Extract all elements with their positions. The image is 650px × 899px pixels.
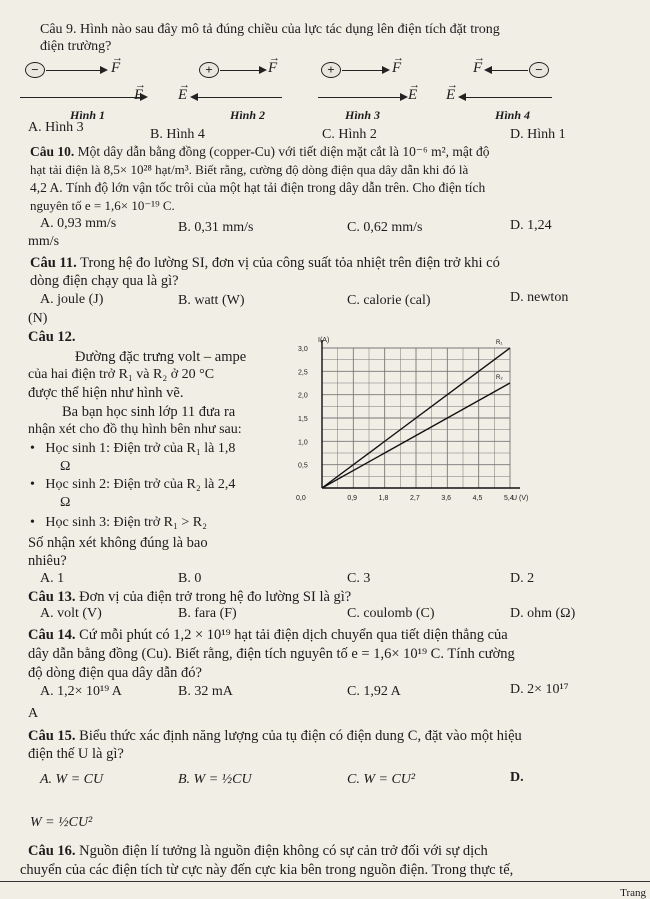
q12-hs1-unit: Ω (60, 459, 71, 474)
q12-hs3: • Học sinh 3: Điện trở R₁ > R₂ (30, 515, 207, 530)
negative-charge-icon: − (25, 62, 45, 78)
q15-option-d-formula: W = ½CU² (30, 815, 93, 830)
q15-option-b[interactable]: B. W = ½CU (178, 772, 252, 787)
negative-charge-icon: − (529, 62, 549, 78)
x-tick-label: 5,4 (504, 495, 514, 502)
vector-f-label: → F (473, 52, 485, 76)
page-footer-label: Trang (620, 887, 646, 899)
y-tick-label: 0,5 (298, 462, 308, 470)
q12-line2: của hai điện trở R₁ và R₂ ở 20 °C (28, 367, 215, 382)
q14-line2: dây dẫn bằng đồng (Cu). Biết rằng, điện tích nguyên tố e = 1,6× 10¹⁹ C. Tính cường (28, 646, 515, 662)
y-axis-label: I(A) (318, 337, 330, 344)
q12-ask2: nhiêu? (28, 553, 67, 569)
q11-option-b[interactable]: B. watt (W) (178, 293, 245, 308)
q11-option-d[interactable]: D. newton (510, 290, 569, 305)
q12-line5: nhận xét cho đồ thụ hình bên như sau: (28, 422, 242, 437)
q10-line1: Câu 10. Một dây dẫn bằng đồng (copper-Cu) với tiết diện mặt cắt là 10⁻⁶ m², mật độ (30, 144, 490, 159)
q14-option-a-unit: A (28, 706, 39, 721)
field-arrow-icon (460, 97, 552, 98)
iv-chart (296, 334, 540, 506)
q12-hs2-unit: Ω (60, 495, 71, 510)
force-arrow-icon (342, 70, 388, 71)
q15-option-c[interactable]: C. W = CU² (347, 772, 416, 787)
y-tick-label: 3,0 (298, 346, 308, 353)
q10-line2: hạt tải điện là 8,5× 10²⁸ hạt/m³. Biết rằng, cường độ dòng điện qua dây dẫn khi đó là (30, 162, 469, 177)
q11-line2: dòng điện chạy qua là gì? (30, 273, 179, 289)
series-label-1: R₁ (496, 340, 503, 346)
q12-option-c[interactable]: C. 3 (347, 571, 371, 586)
q10-option-a-unit: mm/s (28, 234, 60, 249)
q12-option-d[interactable]: D. 2 (510, 571, 535, 586)
q11-option-c[interactable]: C. calorie (cal) (347, 293, 431, 308)
q14-option-d[interactable]: D. 2× 10¹⁷ (510, 682, 569, 697)
y-tick-label: 2,0 (298, 392, 308, 400)
q15-line2: điện thế U là gì? (28, 746, 124, 762)
field-arrow-icon (20, 97, 146, 98)
y-tick-label: 1,5 (298, 416, 308, 423)
q10-line4: nguyên tố e = 1,6× 10⁻¹⁹ C. (30, 198, 175, 213)
q12-hs2: • Học sinh 2: Điện trở của R₂ là 2,4 (30, 477, 236, 492)
q13-line1: Câu 13. Đơn vị của điện trở trong hệ đo lường SI là gì? (28, 589, 352, 605)
y-tick-label: 2,5 (298, 369, 308, 377)
figure-1-label: Hình 1 (70, 108, 106, 122)
q13-option-a[interactable]: A. volt (V) (40, 606, 102, 621)
q12-ask1: Số nhận xét không đúng là bao (28, 535, 208, 551)
q10-option-d[interactable]: D. 1,24 (510, 218, 552, 233)
force-arrow-icon (486, 70, 528, 71)
page-divider (0, 881, 650, 882)
q15-option-a[interactable]: A. W = CU (40, 772, 104, 787)
q12-line3: được thể hiện như hình vẽ. (28, 385, 184, 401)
q9-option-b[interactable]: B. Hình 4 (150, 127, 205, 142)
field-arrow-icon (192, 97, 282, 98)
q12-option-a[interactable]: A. 1 (40, 571, 65, 586)
q16-line2: chuyển của các điện tích từ cực này đến cực kia bên trong nguồn điện. Trong thực tế, (20, 862, 514, 878)
field-arrow-icon (318, 97, 406, 98)
q9-option-a[interactable]: A. Hình 3 (28, 120, 84, 135)
x-tick-label: 3,6 (441, 495, 452, 502)
series-label-2: R₂ (496, 375, 503, 381)
q14-option-a[interactable]: A. 1,2× 10¹⁹ A (40, 684, 122, 699)
vector-f-label: → F (392, 52, 404, 76)
q9-option-d[interactable]: D. Hình 1 (510, 127, 566, 142)
q15-option-d[interactable]: D. (510, 770, 524, 785)
q10-option-a[interactable]: A. 0,93 mm/s (40, 216, 117, 231)
figure-3-label: Hình 3 (345, 108, 381, 122)
q13-option-c[interactable]: C. coulomb (C) (347, 606, 435, 621)
vector-e-label: → E (446, 79, 458, 103)
q14-line1: Câu 14. Cứ mỗi phút có 1,2 × 10¹⁹ hạt tải điện dịch chuyển qua tiết diện thẳng của (28, 627, 508, 643)
vector-e-label: → E (178, 79, 190, 103)
x-tick-label: 1,8 (378, 495, 389, 502)
q12-line4: Ba bạn học sinh lớp 11 đưa ra (62, 404, 236, 420)
y-tick-label: 1,0 (298, 439, 308, 447)
q13-option-b[interactable]: B. fara (F) (178, 606, 237, 621)
vector-f-label: → F (111, 52, 123, 76)
q12-title: Câu 12. (28, 329, 76, 345)
y-tick-label: 0,0 (296, 495, 306, 502)
q14-line3: độ dòng điện qua dây dẫn đó? (28, 665, 202, 681)
vector-e-label: → E (408, 79, 420, 103)
q9-line1-text: Câu 9. Hình nào sau đây mô tả đúng chiều của lực tác dụng lên điện tích đặt trong (40, 22, 500, 37)
figure-4-label: Hình 4 (495, 108, 531, 122)
positive-charge-icon: + (321, 62, 341, 78)
x-tick-label: 0,9 (347, 495, 358, 502)
q9-option-c[interactable]: C. Hình 2 (322, 127, 377, 142)
q11-option-a-unit: (N) (28, 311, 48, 326)
q13-option-d[interactable]: D. ohm (Ω) (510, 606, 576, 621)
figure-2-label: Hình 2 (230, 108, 266, 122)
positive-charge-icon: + (199, 62, 219, 78)
x-tick-label: 2,7 (410, 495, 420, 502)
q15-line1: Câu 15. Biểu thức xác định năng lượng của tụ điện có điện dung C, đặt vào một hiệu (28, 728, 522, 744)
q14-option-c[interactable]: C. 1,92 A (347, 684, 401, 699)
q11-line1: Câu 11. Trong hệ đo lường SI, đơn vị của công suất tỏa nhiệt trên điện trở khi có (30, 255, 500, 271)
vector-e-label: → E (134, 79, 146, 103)
q11-option-a[interactable]: A. joule (J) (40, 292, 104, 307)
q10-option-c[interactable]: C. 0,62 mm/s (347, 220, 423, 235)
q12-option-b[interactable]: B. 0 (178, 571, 202, 586)
x-axis-label: U (V) (512, 495, 529, 502)
q12-line1: Đường đặc trưng volt – ampe (75, 349, 247, 365)
q9-line2: điện trường? (40, 39, 112, 54)
x-tick-label: 4,5 (472, 495, 483, 502)
force-arrow-icon (220, 70, 265, 71)
q16-line1: Câu 16. Nguồn điện lí tưởng là nguồn điện không có sự cản trở đối với sự dịch (28, 843, 488, 859)
q14-option-b[interactable]: B. 32 mA (178, 684, 233, 699)
q10-line3: 4,2 A. Tính độ lớn vận tốc trôi của một hạt tải điện trong dây dẫn trên. Cho điện tích (30, 180, 486, 195)
force-arrow-icon (46, 70, 106, 71)
q10-option-b[interactable]: B. 0,31 mm/s (178, 220, 254, 235)
q12-hs1: • Học sinh 1: Điện trở của R₁ là 1,8 (30, 441, 236, 456)
vector-f-label: → F (268, 52, 280, 76)
